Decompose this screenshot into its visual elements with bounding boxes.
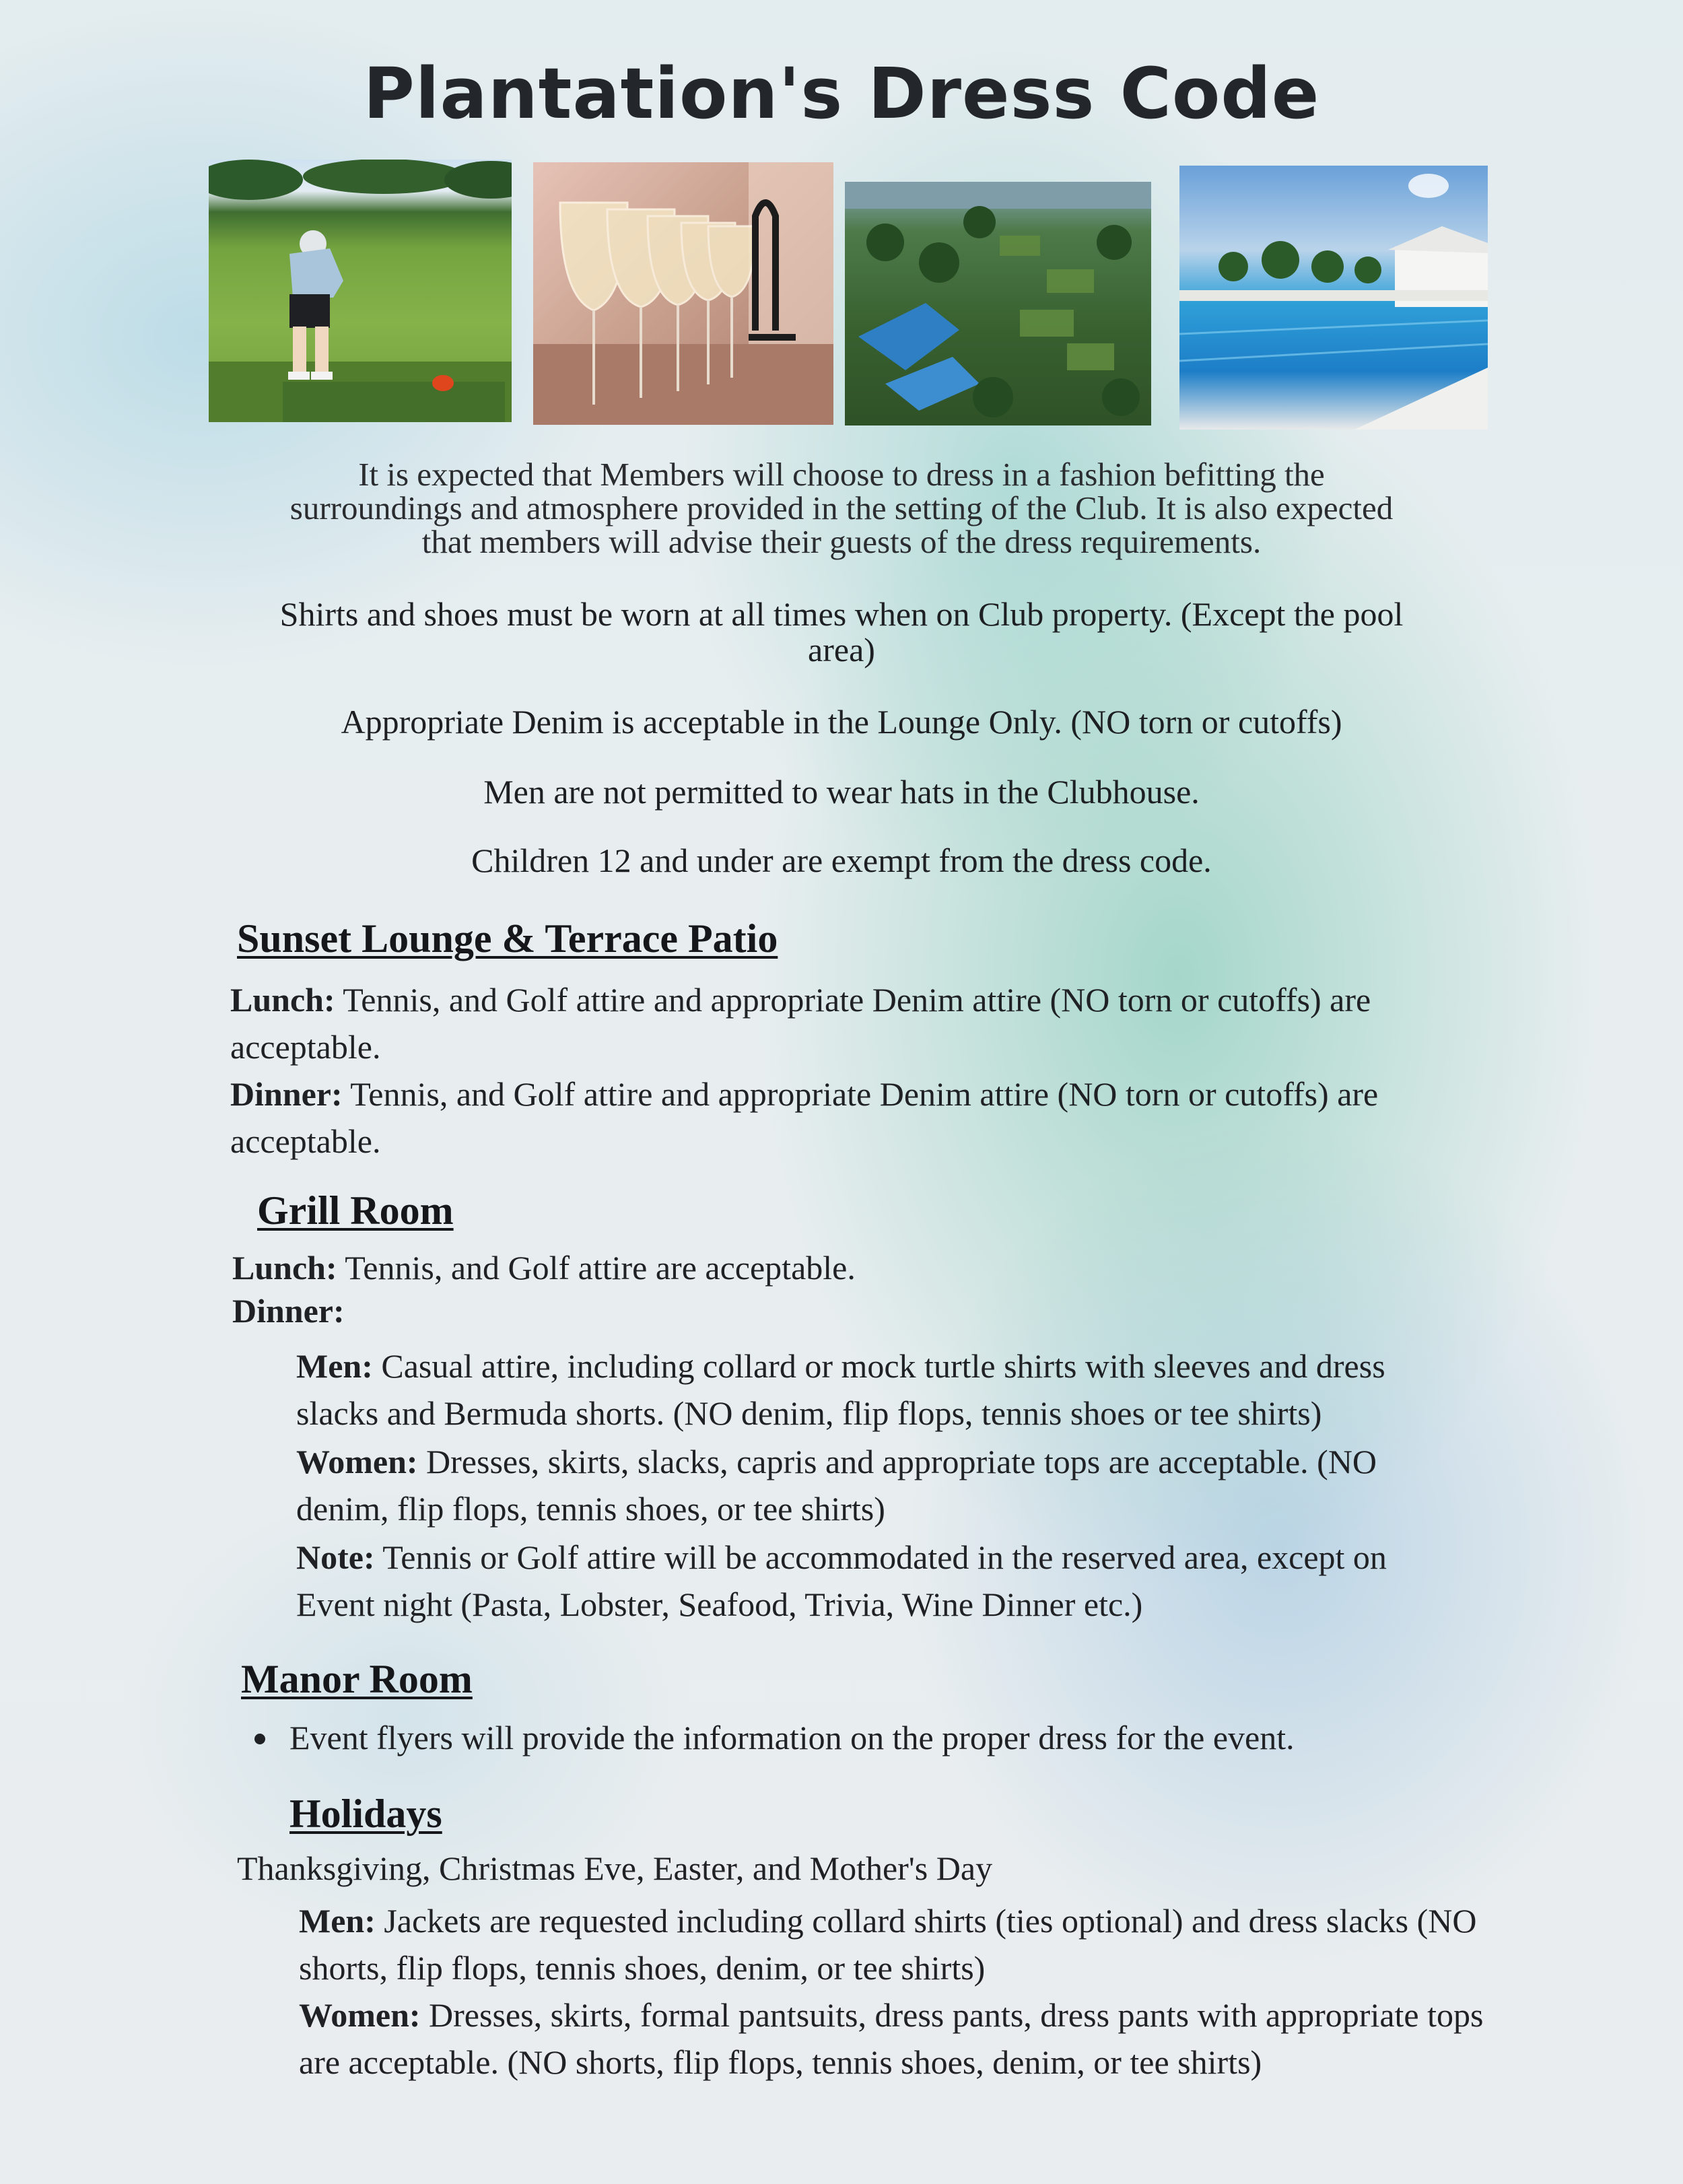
grill-women-text: Dresses, skirts, slacks, capris and appropriate tops are acceptable. (NO denim, flip flops, tennis shoes, or tee shirts) <box>296 1443 1377 1528</box>
holidays-men <box>299 1897 1484 1991</box>
grill-lunch-text: Tennis, and Golf attire are acceptable. <box>337 1249 856 1287</box>
page-title: Plantation's Dress Code <box>363 53 1320 135</box>
manor-bullet-text: Event flyers will provide the information on the proper dress for the event. <box>289 1719 1295 1756</box>
women-label: Women: <box>299 1996 421 2034</box>
intro-expectations: It is expected that Members will choose to dress in a fashion befitting the surroundings and atmosphere provided in the setting of the Club. It is also expected that members will advise their guests of the dress requirements. <box>289 456 1394 560</box>
aerial-course-photo <box>845 182 1151 425</box>
golfer-photo <box>209 160 512 422</box>
men-label: Men: <box>296 1347 373 1385</box>
holidays-men-text: Jackets are requested including collard shirts (ties optional) and dress slacks (NO shorts, flip flops, tennis shoes, denim, or tee shirts) <box>299 1902 1477 1987</box>
holidays-heading: Holidays <box>289 1791 442 1836</box>
grill-dinner <box>232 1287 636 1334</box>
holidays-women <box>299 1991 1484 2086</box>
women-label: Women: <box>296 1443 418 1480</box>
sunset-dinner <box>230 1070 1455 1165</box>
sunset-lunch <box>230 976 1455 1070</box>
dinner-label: Dinner: <box>232 1292 345 1330</box>
sunset-lunch-text: Tennis, and Golf attire and appropriate Denim attire (NO torn or cutoffs) are acceptable. <box>230 981 1371 1066</box>
lunch-label: Lunch: <box>230 981 335 1019</box>
holidays-women-text: Dresses, skirts, formal pantsuits, dress pants, dress pants with appropriate tops are acceptable. (NO shorts, flip flops, tennis shoes, denim, or tee shirts) <box>299 1996 1484 2081</box>
lunch-label: Lunch: <box>232 1249 337 1287</box>
pool-photo <box>1179 166 1488 430</box>
grill-note <box>296 1534 1468 1628</box>
sunset-dinner-text: Tennis, and Golf attire and appropriate Denim attire (NO torn or cutoffs) are acceptable. <box>230 1075 1379 1160</box>
manor-room-heading: Manor Room <box>241 1657 473 1701</box>
bullet-icon <box>254 1734 265 1744</box>
manor-bullet <box>254 1714 1466 1761</box>
men-label: Men: <box>299 1902 376 1940</box>
grill-note-text: Tennis or Golf attire will be accommodated in the reserved area, except on Event night (Pasta, Lobster, Seafood, Trivia, Wine Dinner etc.) <box>296 1538 1387 1623</box>
wine-glasses-photo <box>533 162 833 425</box>
holidays-days: Thanksgiving, Christmas Eve, Easter, and Mother's Day <box>237 1849 993 1887</box>
intro-denim: Appropriate Denim is acceptable in the Lounge Only. (NO torn or cutoffs) <box>341 703 1342 741</box>
note-label: Note: <box>296 1538 375 1576</box>
grill-room-heading: Grill Room <box>257 1188 454 1233</box>
grill-lunch <box>232 1244 1457 1291</box>
intro-shirts-shoes: Shirts and shoes must be worn at all times when on Club property. (Except the pool area) <box>279 595 1404 669</box>
grill-women <box>296 1438 1468 1532</box>
intro-hats: Men are not permitted to wear hats in the Clubhouse. <box>483 773 1200 811</box>
grill-men <box>296 1342 1468 1437</box>
intro-children: Children 12 and under are exempt from the dress code. <box>471 842 1212 879</box>
sunset-lounge-heading: Sunset Lounge & Terrace Patio <box>237 916 778 961</box>
dinner-label: Dinner: <box>230 1075 343 1113</box>
grill-men-text: Casual attire, including collard or mock turtle shirts with sleeves and dress slacks and Bermuda shorts. (NO denim, flip flops, tennis shoes or tee shirts) <box>296 1347 1385 1432</box>
